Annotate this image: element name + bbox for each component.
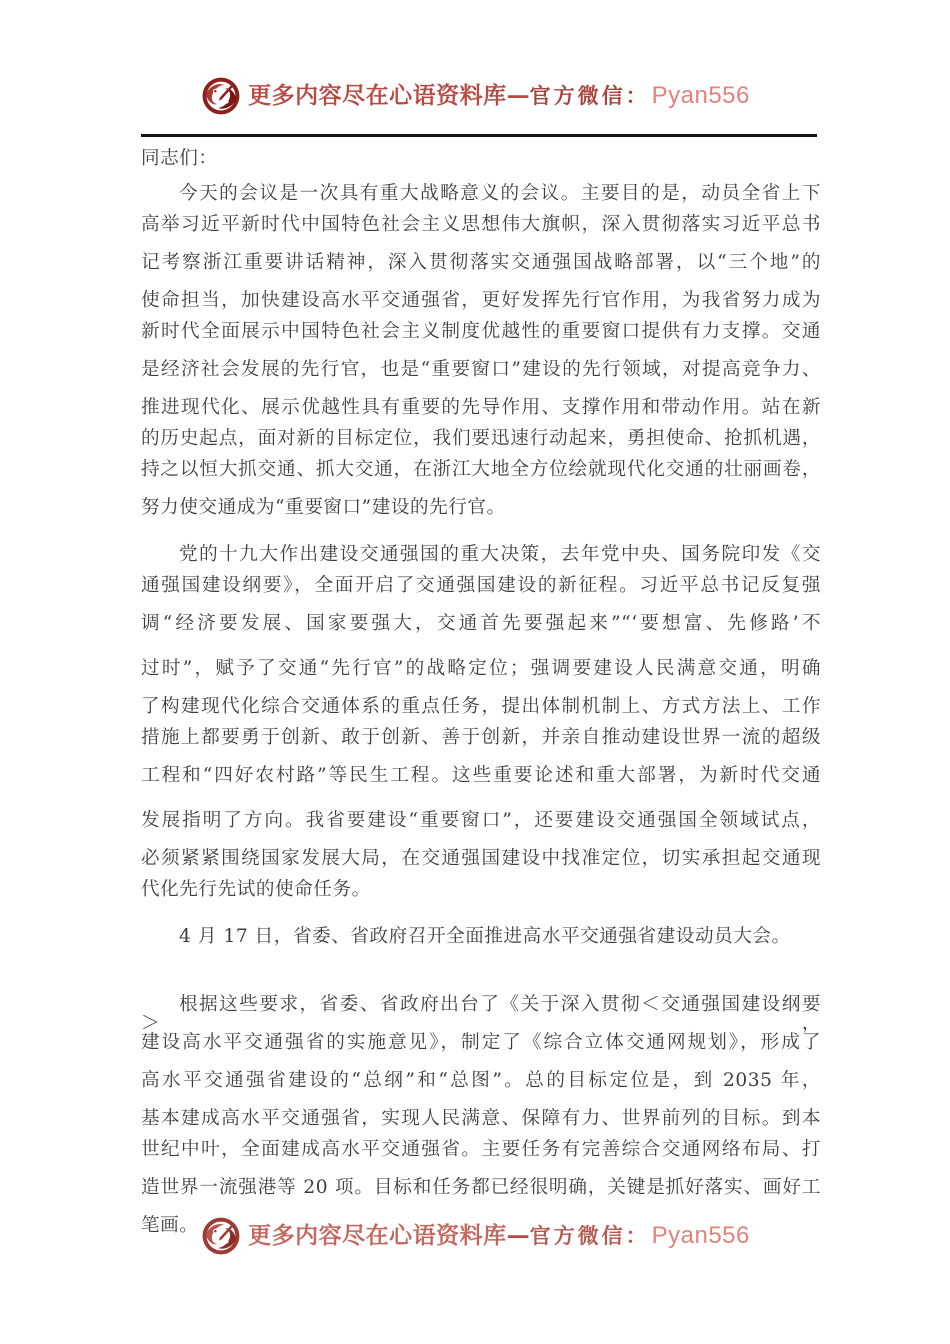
header-watermark [0, 76, 950, 116]
body-line: 发展指明了方向。我省要建设“重要窗口”，还要建设交通强国全领域试点， [141, 810, 821, 831]
watermark-dash: — [506, 82, 530, 109]
body-line: 根据这些要求，省委、省政府出台了《关于深入贯彻＜交通强国建设纲要＞， [141, 994, 821, 1034]
body-line: 新时代全面展示中国特色社会主义制度优越性的重要窗口提供有力支撑。交通 [141, 321, 821, 342]
body-line: 通强国建设纲要》，全面开启了交通强国建设的新征程。习近平总书记反复强 [141, 575, 821, 596]
body-line: 建设高水平交通强省的实施意见》，制定了《综合立体交通网规划》，形成了 [141, 1032, 821, 1053]
footer-watermark [0, 1216, 950, 1256]
body-line: 工程和“四好农村路”等民生工程。这些重要论述和重大部署，为新时代交通 [141, 765, 821, 786]
body-line: 高水平交通强省建设的“总纲”和“总图”。总的目标定位是，到 2035 年， [141, 1070, 821, 1091]
watermark-text-group [248, 1224, 750, 1248]
body-line: 党的十九大作出建设交通强国的重大决策，去年党中央、国务院印发《交 [179, 544, 821, 565]
body-line: 了构建现代化综合交通体系的重点任务，提出体制机制上、方式方法上、工作 [141, 696, 821, 717]
body-line: 持之以恒大抓交通、抓大交通，在浙江大地全方位绘就现代化交通的壮丽画卷， [141, 459, 821, 480]
body-line: 记考察浙江重要讲话精神，深入贯彻落实交通强国战略部署，以“三个地”的 [141, 252, 821, 273]
watermark-wechat-id: Pyan556 [651, 82, 750, 109]
watermark-wechat-label: 官方微信： [529, 1223, 650, 1248]
brush-circle-logo-icon [200, 76, 242, 116]
body-line: 高举习近平新时代中国特色社会主义思想伟大旗帜，深入贯彻落实习近平总书 [141, 214, 821, 235]
brush-circle-logo-icon [200, 1216, 242, 1256]
salutation: 同志们： [141, 148, 218, 169]
watermark-wechat-label: 官方微信： [529, 83, 650, 108]
watermark-main-text: 更多内容尽在心语资料库 [248, 1222, 507, 1249]
body-line: 造世界一流强港等 20 项。目标和任务都已经很明确，关键是抓好落实、画好工 [141, 1177, 821, 1198]
body-line: 过时”，赋予了交通“先行官”的战略定位；强调要建设人民满意交通，明确 [141, 658, 821, 679]
body-line: 调“经济要发展、国家要强大，交通首先要强起来”“‘要想富、先修路’不 [141, 613, 821, 634]
body-line: 必须紧紧围绕国家发展大局，在交通强国建设中找准定位，切实承担起交通现 [141, 848, 821, 869]
watermark-text-group [248, 84, 750, 108]
body-line: 努力使交通成为“重要窗口”建设的先行官。 [141, 497, 506, 518]
watermark-wechat-id: Pyan556 [651, 1222, 750, 1249]
body-line: 推进现代化、展示优越性具有重要的先导作用、支撑作用和带动作用。站在新 [141, 397, 821, 418]
body-line: 基本建成高水平交通强省，实现人民满意、保障有力、世界前列的目标。到本 [141, 1108, 821, 1129]
body-line: 是经济社会发展的先行官，也是“重要窗口”建设的先行领域，对提高竞争力、 [141, 359, 821, 380]
body-line: 4 月 17 日，省委、省政府召开全面推进高水平交通强省建设动员大会。 [179, 926, 791, 947]
body-line: 世纪中叶，全面建成高水平交通强省。主要任务有完善综合交通网络布局、打 [141, 1139, 821, 1160]
body-line: 代化先行先试的使命任务。 [141, 879, 371, 900]
watermark-dash: — [506, 1222, 530, 1249]
body-line: 今天的会议是一次具有重大战略意义的会议。主要目的是，动员全省上下 [179, 183, 821, 204]
body-line: 使命担当，加快建设高水平交通强省，更好发挥先行官作用，为我省努力成为 [141, 290, 821, 311]
body-line: 的历史起点，面对新的目标定位，我们要迅速行动起来，勇担使命、抢抓机遇， [141, 428, 821, 449]
header-divider [141, 134, 817, 137]
body-line: 措施上都要勇于创新、敢于创新、善于创新，并亲自推动建设世界一流的超级 [141, 727, 821, 748]
body-line: 笔画。 [141, 1215, 199, 1236]
watermark-main-text: 更多内容尽在心语资料库 [248, 82, 507, 109]
